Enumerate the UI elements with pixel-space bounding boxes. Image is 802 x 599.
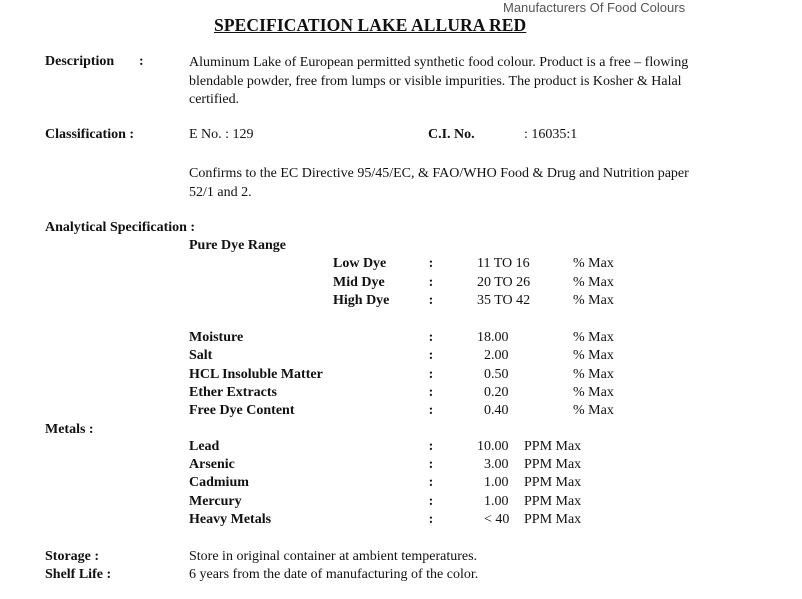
metal-value: 1.00 bbox=[484, 494, 509, 509]
spec-unit: % Max bbox=[573, 367, 614, 382]
description-label: Description bbox=[45, 54, 115, 69]
spec-unit: % Max bbox=[573, 403, 614, 418]
metal-unit: PPM Max bbox=[524, 439, 582, 454]
metal-unit: PPM Max bbox=[524, 512, 582, 527]
metal-name: Cadmium bbox=[189, 475, 249, 490]
dye-unit: % Max bbox=[573, 256, 614, 271]
row-colon: : bbox=[428, 385, 434, 400]
spec-unit: % Max bbox=[573, 330, 614, 345]
dye-unit: % Max bbox=[573, 293, 614, 308]
metal-name: Lead bbox=[189, 439, 220, 454]
document-title: SPECIFICATION LAKE ALLURA RED bbox=[214, 15, 527, 35]
spec-value: 0.20 bbox=[484, 385, 509, 400]
pure-dye-range-label: Pure Dye Range bbox=[189, 238, 286, 253]
storage-label: Storage : bbox=[45, 549, 100, 564]
spec-name: Ether Extracts bbox=[189, 385, 277, 400]
spec-value: 0.50 bbox=[484, 367, 509, 382]
row-colon: : bbox=[428, 367, 434, 382]
spec-unit: % Max bbox=[573, 385, 614, 400]
spec-name: HCL Insoluble Matter bbox=[189, 367, 323, 382]
ci-number-label: C.I. No. bbox=[428, 127, 475, 142]
row-colon: : bbox=[428, 330, 434, 345]
ci-number-value: : 16035:1 bbox=[524, 127, 578, 142]
row-colon: : bbox=[428, 494, 434, 509]
dye-name: High Dye bbox=[333, 293, 390, 308]
spec-value: 18.00 bbox=[477, 330, 509, 345]
dye-unit: % Max bbox=[573, 275, 614, 290]
row-colon: : bbox=[428, 256, 434, 271]
storage-text: Store in original container at ambient temperatures. bbox=[189, 549, 478, 564]
spec-unit: % Max bbox=[573, 348, 614, 363]
classification-label: Classification : bbox=[45, 127, 135, 142]
dye-name: Low Dye bbox=[333, 256, 387, 271]
metal-unit: PPM Max bbox=[524, 457, 582, 472]
dye-value: 35 TO 42 bbox=[477, 293, 531, 308]
spec-name: Moisture bbox=[189, 330, 244, 345]
metal-unit: PPM Max bbox=[524, 475, 582, 490]
dye-name: Mid Dye bbox=[333, 275, 385, 290]
metal-value: 1.00 bbox=[484, 475, 509, 490]
metal-name: Arsenic bbox=[189, 457, 235, 472]
e-number: E No. : 129 bbox=[189, 127, 254, 142]
spec-name: Salt bbox=[189, 348, 213, 363]
company-tagline: Manufacturers Of Food Colours bbox=[503, 0, 686, 15]
spec-value: 2.00 bbox=[484, 348, 509, 363]
metals-label: Metals : bbox=[45, 422, 94, 437]
metal-value: < 40 bbox=[484, 512, 510, 527]
metal-name: Heavy Metals bbox=[189, 512, 272, 527]
description-text: Aluminum Lake of European permitted synthetic food colour. Product is a free – flowing blendable powder, free from lumps or visible impurities. The product is Kosher & Halal certified. bbox=[189, 55, 689, 107]
row-colon: : bbox=[428, 475, 434, 490]
row-colon: : bbox=[428, 293, 434, 308]
metal-name: Mercury bbox=[189, 494, 242, 509]
row-colon: : bbox=[428, 275, 434, 290]
row-colon: : bbox=[428, 512, 434, 527]
metal-unit: PPM Max bbox=[524, 494, 582, 509]
row-colon: : bbox=[428, 403, 434, 418]
metal-value: 10.00 bbox=[477, 439, 509, 454]
shelf-life-label: Shelf Life : bbox=[45, 567, 112, 582]
spec-name: Free Dye Content bbox=[189, 403, 295, 418]
row-colon: : bbox=[428, 439, 434, 454]
dye-value: 20 TO 26 bbox=[477, 275, 531, 290]
row-colon: : bbox=[428, 348, 434, 363]
metal-value: 3.00 bbox=[484, 457, 509, 472]
analytical-spec-label: Analytical Specification : bbox=[45, 220, 196, 235]
dye-value: 11 TO 16 bbox=[477, 256, 530, 271]
spec-value: 0.40 bbox=[484, 403, 509, 418]
directive-compliance-text: Confirms to the EC Directive 95/45/EC, & FAO/WHO Food & Drug and Nutrition paper 52/1 and 2. bbox=[189, 166, 689, 200]
shelf-life-text: 6 years from the date of manufacturing of the color. bbox=[189, 567, 479, 582]
row-colon: : bbox=[428, 457, 434, 472]
description-colon: : bbox=[139, 54, 144, 69]
